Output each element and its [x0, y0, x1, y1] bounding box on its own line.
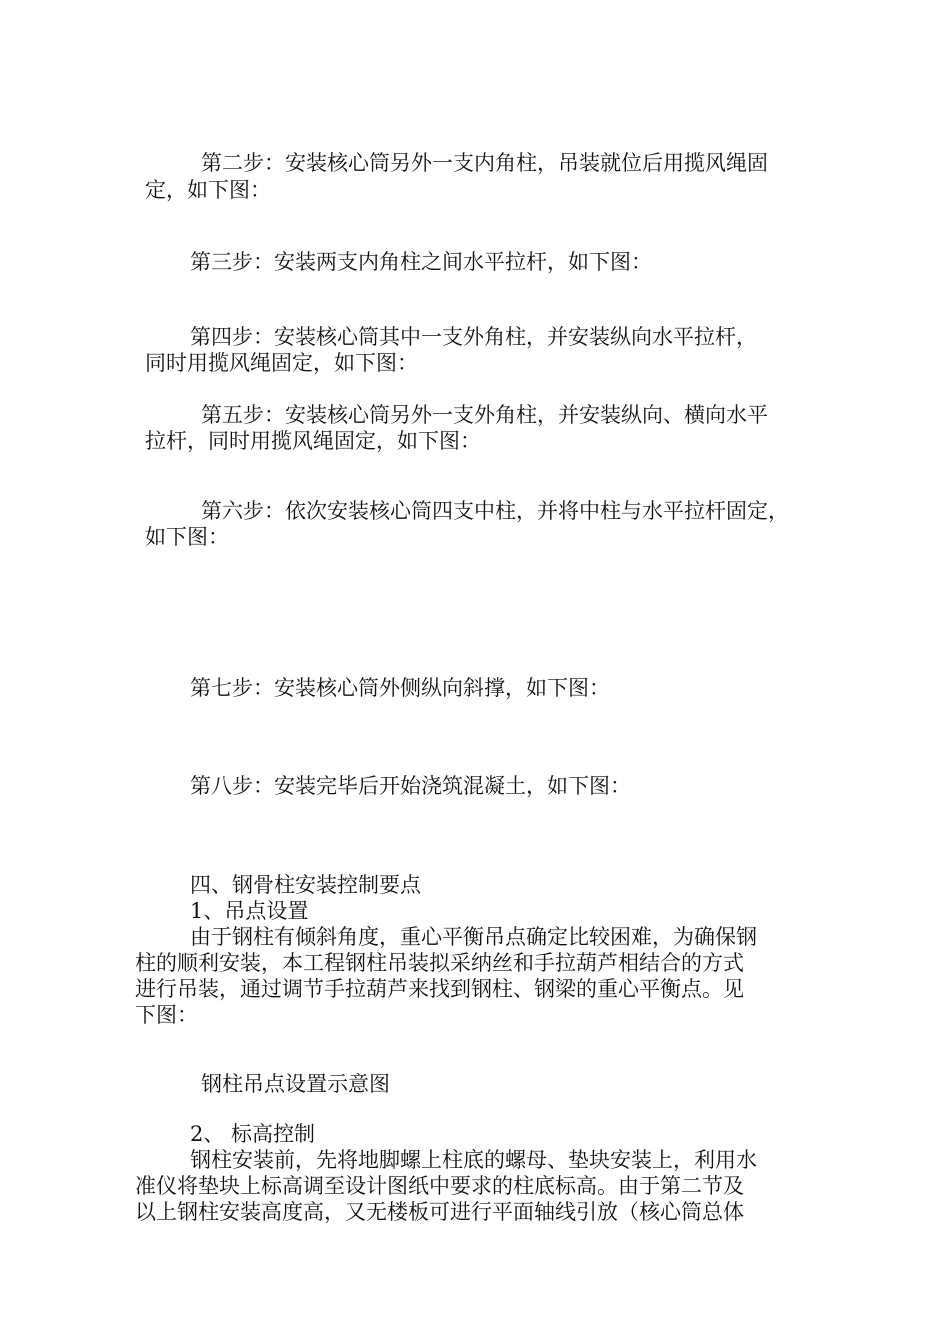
step4-line2: 同时用揽风绳固定，如下图： — [145, 351, 418, 375]
lifting-points-line4: 下图： — [135, 1003, 198, 1027]
elevation-line3: 以上钢柱安装高度高，又无楼板可进行平面轴线引放（核心筒总体 — [135, 1200, 744, 1224]
step6-line2: 如下图： — [145, 525, 229, 549]
lifting-points-line2: 柱的顺利安装，本工程钢柱吊装拟采纳丝和手拉葫芦相结合的方式 — [135, 951, 744, 975]
lifting-points-line1: 由于钢柱有倾斜角度，重心平衡吊点确定比较困难，为确保钢 — [190, 925, 757, 949]
step5-line2: 拉杆，同时用揽风绳固定，如下图： — [145, 429, 481, 453]
step3-line1: 第三步：安装两支内角柱之间水平拉杆，如下图： — [190, 250, 652, 274]
elevation-line1: 钢柱安装前，先将地脚螺上柱底的螺母、垫块安装上，利用水 — [190, 1148, 757, 1172]
step6-line1: 第六步：依次安装核心筒四支中柱，并将中柱与水平拉杆固定， — [201, 499, 789, 523]
step8-line1: 第八步：安装完毕后开始浇筑混凝土，如下图： — [190, 774, 631, 798]
subsection-lifting-points-heading: 1、吊点设置 — [190, 899, 309, 923]
figure-caption: 钢柱吊点设置示意图 — [201, 1072, 390, 1096]
section4-heading: 四、钢骨柱安装控制要点 — [190, 873, 421, 897]
step2-line1: 第二步：安装核心筒另外一支内角柱，吊装就位后用揽风绳固 — [201, 151, 768, 175]
subsection-elevation-heading: 2、 标高控制 — [190, 1122, 316, 1146]
step5-line1: 第五步：安装核心筒另外一支外角柱，并安装纵向、横向水平 — [201, 403, 768, 427]
elevation-line2: 准仪将垫块上标高调至设计图纸中要求的柱底标高。由于第二节及 — [135, 1174, 744, 1198]
step2-line2: 定，如下图： — [145, 178, 271, 202]
lifting-points-line3: 进行吊装，通过调节手拉葫芦来找到钢柱、钢梁的重心平衡点。见 — [135, 977, 744, 1001]
step4-line1: 第四步：安装核心筒其中一支外角柱，并安装纵向水平拉杆， — [190, 325, 757, 349]
step7-line1: 第七步：安装核心筒外侧纵向斜撑，如下图： — [190, 676, 610, 700]
